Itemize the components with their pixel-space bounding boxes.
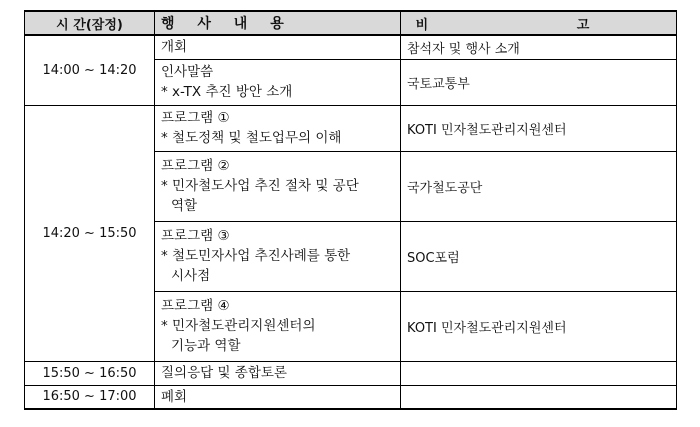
event-cell (155, 105, 401, 151)
header-time: 시 간(잠정) (25, 11, 155, 35)
event-cell (155, 221, 401, 291)
event-cell (155, 59, 401, 105)
event-line: 역할 (171, 198, 198, 214)
note-cell: KOTI 민자철도관리지원센터 (401, 291, 677, 361)
event-line: 시사점 (171, 268, 211, 284)
schedule-table (24, 10, 677, 410)
event-cell (155, 151, 401, 221)
event-cell (155, 291, 401, 361)
event-line: 폐회 (161, 388, 188, 405)
event-line: 인사말씀 (161, 64, 214, 80)
event-line: * 철도민자사업 추진사례를 통한 (161, 248, 351, 264)
note-cell: 참석자 및 행사 소개 (401, 35, 677, 59)
event-line: 프로그램 ① (161, 110, 230, 126)
header-event: 행 사 내 용 (155, 11, 401, 35)
table-header-row (25, 11, 677, 35)
note-cell: 국토교통부 (401, 59, 677, 105)
time-cell: 14:20 ~ 15:50 (25, 105, 155, 361)
event-line: 프로그램 ② (161, 158, 230, 174)
header-note: 비 고 (401, 11, 677, 35)
event-line: 프로그램 ④ (161, 298, 230, 314)
table-row (25, 361, 677, 385)
note-cell: SOC포럼 (401, 221, 677, 291)
time-cell: 14:00 ~ 14:20 (25, 35, 155, 105)
event-line: * 민자철도관리지원센터의 (161, 318, 316, 334)
table-row (25, 35, 677, 59)
event-line: 개회 (161, 39, 188, 56)
table-row (25, 385, 677, 409)
time-cell: 16:50 ~ 17:00 (25, 385, 155, 409)
event-cell (155, 35, 401, 59)
note-cell: 국가철도공단 (401, 151, 677, 221)
note-cell (401, 385, 677, 409)
time-cell: 15:50 ~ 16:50 (25, 361, 155, 385)
event-line: * 철도정책 및 철도업무의 이해 (161, 130, 342, 146)
event-line: * 민자철도사업 추진 절차 및 공단 (161, 178, 359, 194)
event-line: 프로그램 ③ (161, 228, 230, 244)
event-line: 기능과 역할 (171, 338, 241, 354)
table-row (25, 105, 677, 151)
event-cell (155, 385, 401, 409)
event-cell (155, 361, 401, 385)
event-line: * x-TX 추진 방안 소개 (161, 84, 293, 100)
note-cell: KOTI 민자철도관리지원센터 (401, 105, 677, 151)
event-line: 질의응답 및 종합토론 (161, 365, 287, 381)
note-cell (401, 361, 677, 385)
